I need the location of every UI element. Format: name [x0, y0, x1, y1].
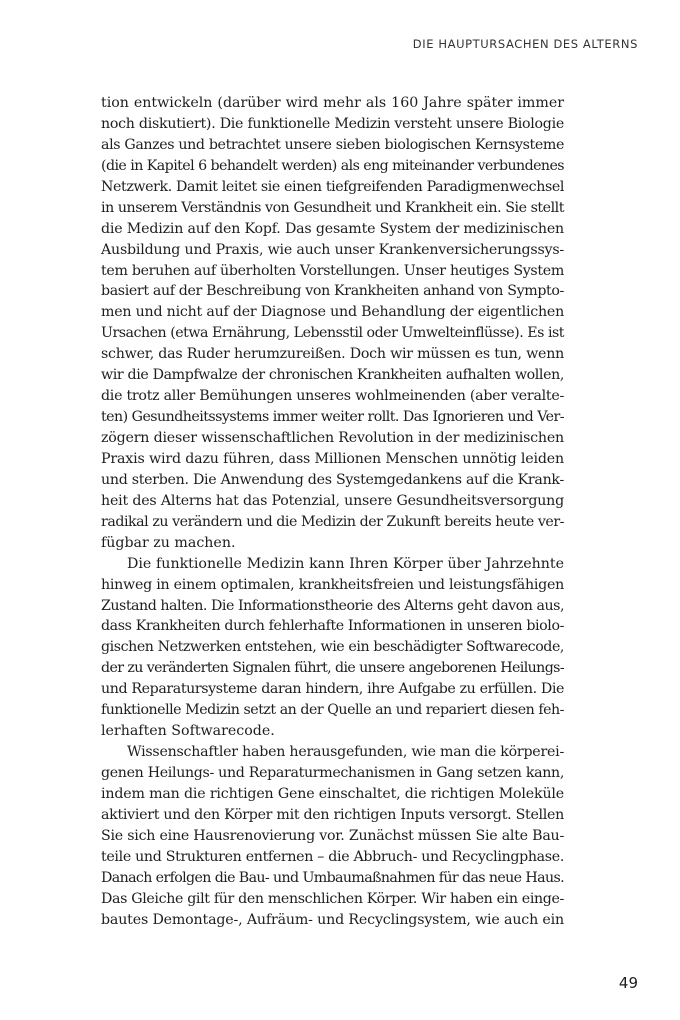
body-text: [101, 93, 564, 931]
text-line: Zustand halten. Die Informationstheorie des Alterns geht davon aus,: [101, 597, 564, 614]
text-line: schwer, das Ruder herumzureißen. Doch wir müssen es tun, wenn: [101, 346, 564, 363]
text-line: Ausbildung und Praxis, wie auch unser Krankenversicherungssys-: [101, 241, 564, 258]
text-line: als Ganzes und betrachtet unsere sieben biologischen Kernsysteme: [101, 136, 564, 153]
text-line: funktionelle Medizin setzt an der Quelle an und repariert diesen feh-: [101, 702, 564, 719]
text-line: Danach erfolgen die Bau- und Umbaumaßnahmen für das neue Haus.: [101, 869, 564, 886]
text-line: tion entwickeln (darüber wird mehr als 160 Jahre später immer: [101, 95, 564, 111]
text-line: Wissenschaftler haben herausgefunden, wie man die körperei-: [127, 744, 564, 761]
paragraph: [101, 554, 564, 742]
text-line: wir die Dampfwalze der chronischen Krankheiten aufhalten wollen,: [101, 367, 564, 384]
text-line: basiert auf der Beschreibung von Krankheiten anhand von Sympto-: [101, 283, 564, 300]
text-line: dass Krankheiten durch fehlerhafte Informationen in unseren biolo-: [101, 618, 564, 635]
paragraph: [101, 742, 564, 930]
text-line: (die in Kapitel 6 behandelt werden) als eng miteinander verbundenes: [101, 157, 564, 174]
text-line: aktiviert und den Körper mit den richtigen Inputs versorgt. Stellen: [101, 806, 564, 823]
text-line: der zu veränderten Signalen führt, die unsere angeborenen Heilungs-: [101, 660, 564, 677]
text-line: tem beruhen auf überholten Vorstellungen. Unser heutiges System: [101, 262, 564, 279]
paragraph: [101, 93, 564, 554]
text-line: men und nicht auf der Diagnose und Behandlung der eigentlichen: [101, 304, 564, 321]
text-line: Das Gleiche gilt für den menschlichen Körper. Wir haben ein einge-: [101, 890, 564, 907]
text-line: Netzwerk. Damit leitet sie einen tiefgreifenden Paradigmenwechsel: [101, 178, 564, 195]
text-line: zögern dieser wissenschaftlichen Revolution in der medizinischen: [101, 430, 564, 446]
text-line: genen Heilungs- und Reparaturmechanismen in Gang setzen kann,: [101, 765, 564, 781]
text-line: Die funktionelle Medizin kann Ihren Körper über Jahrzehnte: [127, 555, 564, 572]
text-line: Sie sich eine Hausrenovierung vor. Zunächst müssen Sie alte Bau-: [101, 827, 564, 844]
text-line: gischen Netzwerken entstehen, wie ein beschädigter Softwarecode,: [101, 639, 564, 656]
text-line: die trotz aller Bemühungen unseres wohlmeinenden (aber veralte-: [101, 388, 564, 405]
text-line: und Reparatursysteme daran hindern, ihre Aufgabe zu erfüllen. Die: [101, 681, 564, 698]
text-line: radikal zu verändern und die Medizin der Zukunft bereits heute ver-: [101, 513, 564, 530]
text-line: und sterben. Die Anwendung des Systemgedankens auf die Krank-: [101, 471, 564, 488]
text-line: fügbar zu machen.: [101, 534, 236, 551]
page-number: 49: [618, 974, 638, 992]
text-line: ten) Gesundheitssystems immer weiter rollt. Das Ignorieren und Ver-: [101, 409, 564, 426]
text-line: die Medizin auf den Kopf. Das gesamte System der medizinischen: [101, 220, 564, 237]
text-line: bautes Demontage-, Aufräum- und Recyclingsystem, wie auch ein: [101, 911, 564, 928]
text-line: teile und Strukturen entfernen – die Abbruch- und Recyclingphase.: [101, 848, 564, 865]
text-line: in unserem Verständnis von Gesundheit und Krankheit ein. Sie stellt: [101, 199, 564, 216]
text-line: indem man die richtigen Gene einschaltet, die richtigen Moleküle: [101, 785, 564, 802]
text-line: Ursachen (etwa Ernährung, Lebensstil oder Umwelteinflüsse). Es ist: [101, 325, 564, 342]
text-line: lerhaften Softwarecode.: [101, 723, 275, 740]
text-line: noch diskutiert). Die funktionelle Medizin versteht unsere Biologie: [101, 115, 564, 132]
text-line: hinweg in einem optimalen, krankheitsfreien und leistungsfähigen: [101, 576, 564, 593]
text-line: heit des Alterns hat das Potenzial, unsere Gesundheitsversorgung: [101, 492, 564, 509]
running-head: DIE HAUPTURSACHEN DES ALTERNS: [412, 37, 638, 51]
text-line: Praxis wird dazu führen, dass Millionen Menschen unnötig leiden: [101, 450, 564, 467]
